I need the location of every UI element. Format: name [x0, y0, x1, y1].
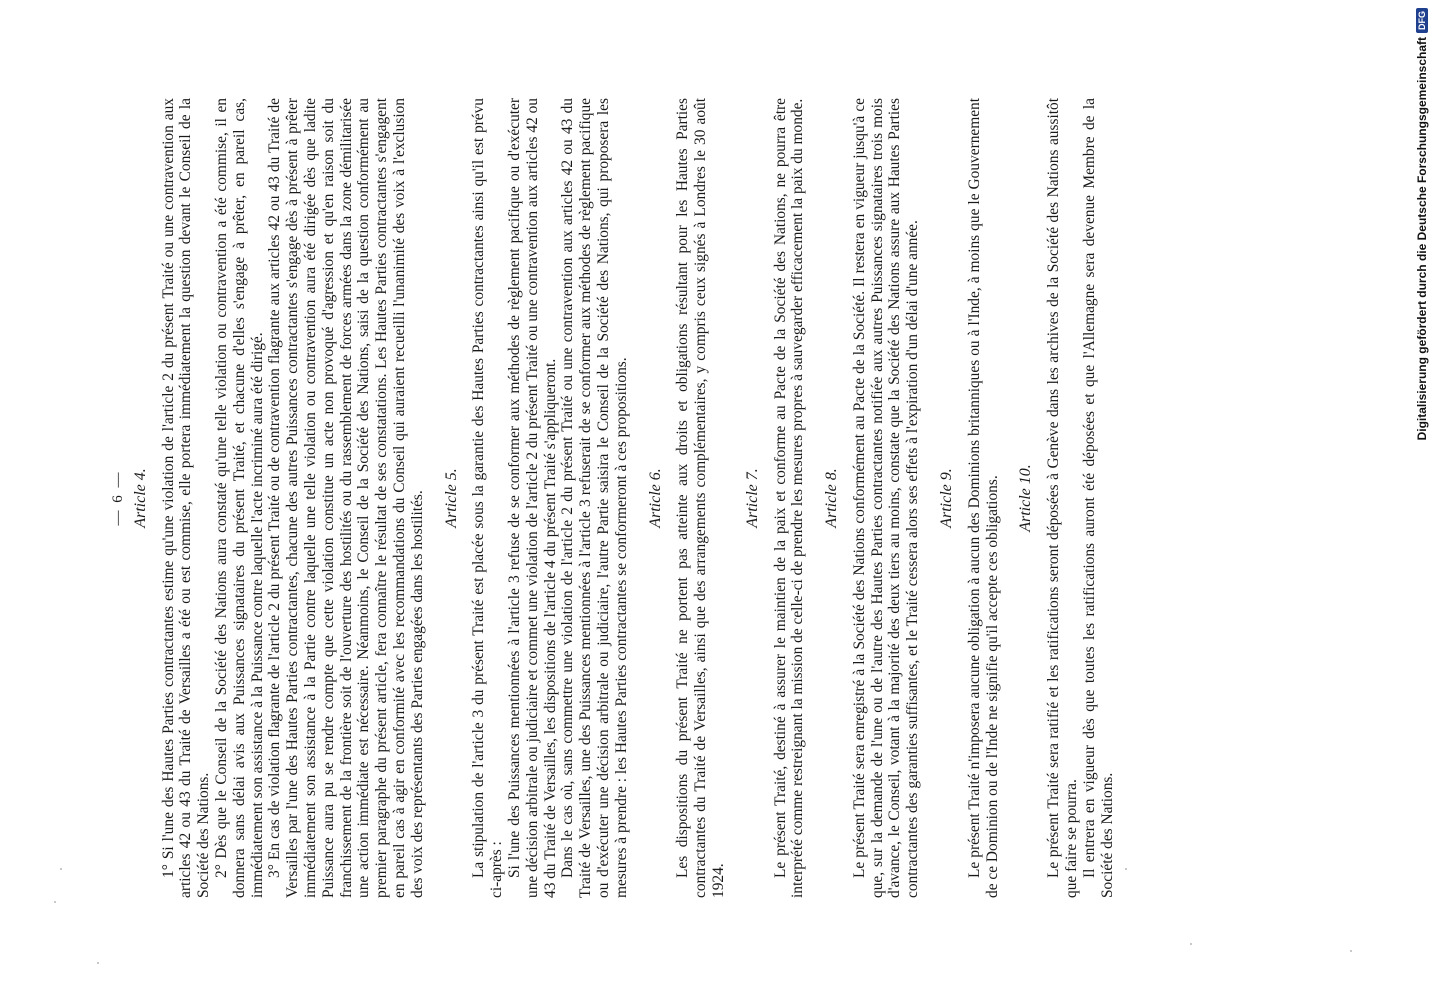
article-title: Article 4. [131, 468, 149, 528]
article-title: Article 10. [1017, 464, 1035, 532]
scan-speckle [54, 901, 56, 903]
article-paragraph: Le présent Traité, destiné à assurer le maintien de la paix et conforme au Pacte de la Société des Nations, ne pourra être interprété comme restreignant la mission de celle-ci de prendre les mesures propres à sauvegarder efficacement la paix du monde. [771, 98, 807, 898]
digitization-credit-line [1404, 8, 1434, 441]
article-title: Article 7. [743, 468, 761, 528]
digitization-credit [1404, 8, 1434, 441]
scan-speckle [1350, 950, 1352, 952]
article-paragraph: Le présent Traité sera ratifié et les ratifications seront déposées à Genève dans les archives de la Société des Nations aussitôt que faire se pourra. [1045, 98, 1081, 898]
article-title: Article 9. [938, 468, 956, 528]
scan-speckle [60, 868, 62, 870]
scan-speckle [97, 962, 99, 964]
article-section [938, 98, 1001, 898]
article-section [823, 98, 922, 898]
digitization-note: Digitalisierung gefördert durch die Deutsche Forschungsgemeinschaft [1415, 37, 1429, 441]
page-number: — 6 — [110, 470, 126, 526]
article-title: Article 8. [823, 468, 841, 528]
scan-speckle [1190, 943, 1192, 945]
article-paragraph: 2° Dès que le Conseil de la Société des Nations aura constaté qu'une telle violation ou contravention a été commise, il en donnera sans délai avis aux Puissances signataires du présent Traité, et chacune d'elles s'engage à prêter, en pareil cas, immédiatement son assistance à la Puissance contre laquelle l'acte incriminé aura été dirigé. [212, 98, 266, 898]
article-paragraph: Dans le cas où, sans commettre une violation de l'article 2 du présent Traité ou une contravention aux articles 42 ou 43 du Traité de Versailles, une des Puissances mentionnées à l'article 3 refuserait de se conformer aux méthodes de règlement pacifique ou d'exécuter une décision arbitrale ou judiciaire, l'autre Partie saisira le Conseil de la Société des Nations, qui proposera les mesures à prendre : les Hautes Parties contractantes se conformeront à ces propositions. [559, 98, 630, 898]
article-paragraph: Les dispositions du présent Traité ne portent pas atteinte aux droits et obligations résultant pour les Hautes Parties contractantes du Traité de Versailles, ainsi que des arrangements complémentaires, y compris ceux signés à Londres le 30 août 1924. [674, 98, 727, 898]
article-title: Article 6. [646, 468, 664, 528]
article-paragraph: Il entrera en vigueur dès que toutes les ratifications auront été déposées et que l'Allemagne sera devenue Membre de la Société des Nations. [1080, 98, 1116, 898]
article-paragraph: La stipulation de l'article 3 du présent Traité est placée sous la garantie des Hautes Parties contractantes ainsi qu'il est prévu ci-après : [470, 98, 506, 898]
article-section [647, 98, 728, 898]
article-section [443, 98, 631, 898]
article-paragraph: Le présent Traité n'imposera aucune obligation à aucun des Dominions britanniques ou à l'Inde, à moins que le Gouvernement de ce Dominion ou de l'Inde ne signifie qu'il accepte ces obligations. [965, 98, 1001, 898]
article-title: Article 5. [442, 468, 460, 528]
article-paragraph: Si l'une des Puissances mentionnées à l'article 3 refuse de se conformer aux méthodes de règlement pacifique ou d'exécuter une décision arbitrale ou judiciaire et commet une violation de l'article 2 du présent Traité ou une contravention aux articles 42 ou 43 du Traité de Versailles, les dispositions de l'article 4 du présent Traité s'appliqueront. [505, 98, 559, 898]
article-section [744, 98, 807, 898]
article-section [1017, 98, 1116, 898]
articles-container [132, 98, 1117, 898]
dfg-logo: DFG [1416, 8, 1428, 33]
article-paragraph: 1° Si l'une des Hautes Parties contractantes estime qu'une violation de l'article 2 du présent Traité ou une contravention aux articles 42 ou 43 du Traité de Versailles a été ou est commise, elle portera immédiatement la question devant le Conseil de la Société des Nations. [159, 98, 213, 898]
rotated-document-page [90, 73, 1190, 933]
article-section [132, 98, 427, 898]
article-paragraph: 3° En cas de violation flagrante de l'article 2 du présent Traité ou de contravention flagrante aux articles 42 ou 43 du Traité de Versailles par l'une des Hautes Parties contractantes, chacune des autres Puissances contractantes s'engage dès à présent à prêter immédiatement son assistance à la Partie contre laquelle une telle violation ou contravention aura été dirigée dès que ladite Puissance aura pu se rendre compte que cette violation constitue un acte non provoqué d'agression et qu'en raison soit du franchissement de la frontière soit de l'ouverture des hostilités ou du rassemblement de forces armées dans la zone démilitarisée une action immédiate est nécessaire. Néanmoins, le Conseil de la Société des Nations, saisi de la question conformément au premier paragraphe du présent article, fera connaître le résultat de ses constatations. Les Hautes Parties contractantes s'engagent en pareil cas à agir en conformité avec les recommandations du Conseil qui auraient recueilli l'unanimité des voix à l'exclusion des voix des représentants des Parties engagées dans les hostilités. [266, 98, 426, 898]
article-paragraph: Le présent Traité sera enregistré à la Société des Nations conformément au Pacte de la Société. Il restera en vigueur jusqu'à ce que, sur la demande de l'une ou de l'autre des Hautes Parties contractantes notifiée aux autres Puissances signataires trois mois d'avance, le Conseil, votant à la majorité des deux tiers au moins, constate que la Société des Nations assure aux Hautes Parties contractantes des garanties suffisantes, et le Traité cessera alors ses effets à l'expiration d'un délai d'une année. [850, 98, 922, 898]
document-body [110, 98, 1116, 898]
